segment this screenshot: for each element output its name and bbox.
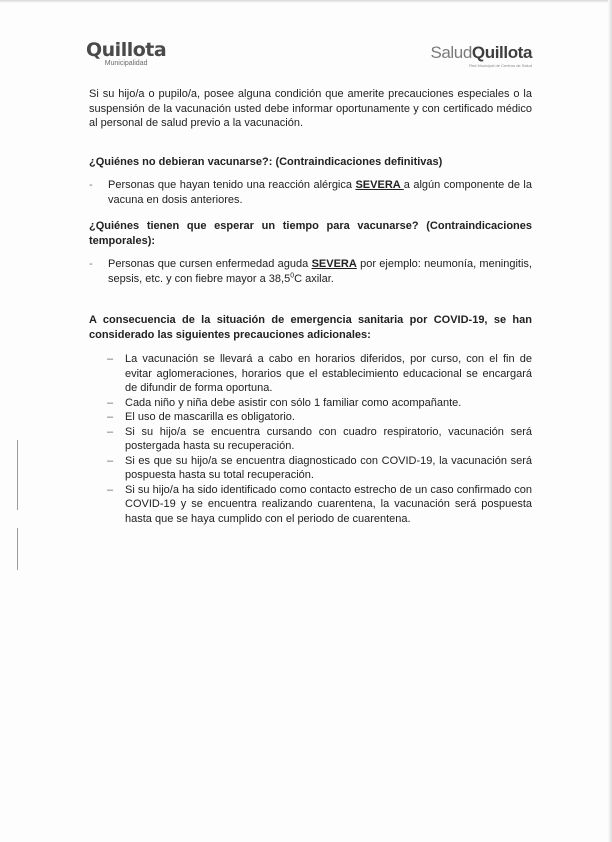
severa-emphasis: SEVERA (355, 179, 404, 191)
section-heading-temporary: ¿Quiénes tienen que esperar un tiempo para vacunarse? (Contraindicaciones temporales): (89, 220, 532, 247)
list-item: – La vacunación se llevará a cabo en horarios diferidos, por curso, con el fin de evitar aglomeraciones, horarios que el establecimiento educacional se encargará de difundir de forma oportuna. (107, 353, 532, 394)
list-item: – Si es que su hijo/a se encuentra diagnosticado con COVID-19, la vacunación será pospuesta hasta su total recuperación. (107, 454, 532, 481)
scan-mark (17, 440, 18, 510)
document-body (89, 87, 532, 526)
section-heading-definitive: ¿Quiénes no debieran vacunarse?: (Contraindicaciones definitivas) (89, 155, 443, 168)
list-item: - Personas que hayan tenido una reacción alérgica SEVERA a algún componente de la vacuna en dosis anteriores. (89, 179, 532, 206)
list-item: – Si su hijo/a ha sido identificado como contacto estrecho de un caso confirmado con COVID-19 y se encuentra realizando cuarentena, la vacunación será pospuesta hasta que se haya cumplido con el periodo de cuarentena. (107, 483, 532, 525)
page-edge-top (0, 0, 612, 3)
temporary-list (89, 257, 532, 286)
logo-brand-text: SaludQuillota (430, 43, 532, 62)
salud-quillota-logo (430, 44, 532, 69)
intro-paragraph: Si su hijo/a o pupilo/a, posee alguna condición que amerite precauciones especiales o la suspensión de la vacunación usted debe informar oportunamente y con certificado médico al personal de salud previo a la vacunación. (89, 88, 532, 129)
logo-brand-text: Quillota (86, 39, 167, 61)
scan-mark (17, 528, 18, 570)
list-item: – Cada niño y niña debe asistir con sólo 1 familiar como acompañante. (107, 396, 462, 409)
page-edge-right (608, 0, 612, 842)
section-heading-covid: A consecuencia de la situación de emergencia sanitaria por COVID-19, se han considerado las siguientes precauciones adicionales: (89, 314, 532, 341)
logo-sub-text: Municipalidad (104, 60, 148, 67)
quillota-municipalidad-logo (86, 40, 166, 68)
list-item: - Personas que cursen enfermedad aguda SEVERA por ejemplo: neumonía, meningitis, sepsis, etc. y con fiebre mayor a 38,5$^0$C axilar. (89, 258, 532, 285)
list-item: – El uso de mascarilla es obligatorio. (107, 411, 295, 423)
severa-emphasis: SEVERA (311, 258, 357, 270)
definitive-list (89, 178, 532, 207)
list-item: – Si su hijo/a se encuentra cursando con cuadro respiratorio, vacunación será postergada hasta su recuperación. (107, 425, 532, 452)
covid-precautions-list (89, 352, 532, 526)
logo-sub-text: Red Municipal de Centros de Salud (469, 63, 532, 68)
